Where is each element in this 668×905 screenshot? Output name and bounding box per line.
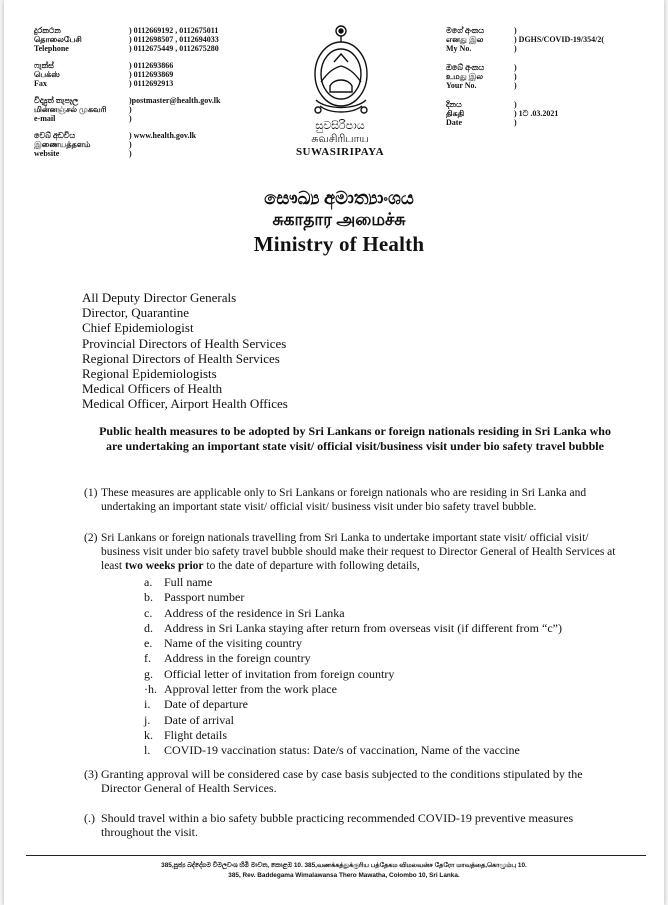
ministry-tamil: சுகாதார அமைச்சு — [272, 210, 406, 229]
ministry-sinhala: සෞඛ්‍ය අමාත්‍යාංශය — [264, 188, 414, 208]
paragraph-number: (2) — [84, 532, 98, 544]
ref-my-no — [446, 26, 604, 53]
contact-label: දුරකථන — [34, 26, 61, 35]
ref-label: දිනය — [446, 100, 462, 109]
contact-label: website — [34, 149, 60, 158]
contact-value: ) 0112693866 — [129, 61, 174, 70]
footer-address-local: 385,පූජ්‍ය බද්දේගම විමලවංශ හිමි මාවත, කොළඹ 10. 385,வணக்கத்துக்குரிய பத்தேகம விமலவன்ச தேரோ மாவத்தை,கொழும்பு 10. — [161, 862, 527, 869]
ref-value: ) — [514, 63, 517, 72]
suwasiripaya-block — [270, 120, 410, 159]
footer-divider — [26, 855, 646, 856]
contact-label: Fax — [34, 79, 47, 88]
contact-label: වෙබ් අඩවිය — [34, 131, 76, 140]
contact-value: ) — [129, 105, 132, 114]
ref-label: My No. — [446, 44, 472, 53]
contact-label: மின்னஞ்சல் முகவரி — [34, 105, 107, 114]
paragraph-2 — [84, 531, 629, 573]
paragraph-3 — [84, 767, 624, 795]
contact-value: ) — [129, 140, 132, 149]
ministry-heading — [184, 186, 494, 258]
contact-value: ) 0112692913 — [129, 79, 174, 88]
ref-value: ) — [514, 26, 517, 35]
paragraph-bold-text: two weeks prior — [124, 560, 204, 572]
list-item: ·h. Approval letter from the work place — [144, 682, 337, 697]
contact-label: இணையத்தளம் — [34, 140, 91, 149]
recipient: All Deputy Director Generals — [82, 290, 237, 305]
list-item: c. Address of the residence in Sri Lanka — [144, 605, 345, 620]
list-item: j. Date of arrival — [144, 712, 234, 727]
ref-value: ) — [514, 81, 517, 90]
emblem-sinhala: සුවසිරිපාය — [315, 120, 365, 132]
paragraph-text: Should travel within a bio safety bubble practicing recommended COVID-19 preventive measures throughout the visit. — [101, 811, 574, 839]
contact-label: Telephone — [34, 44, 69, 53]
contact-website — [34, 131, 220, 158]
contact-fax — [34, 61, 220, 88]
recipient-list — [82, 290, 288, 412]
recipient: Chief Epidemiologist — [82, 320, 194, 336]
recipient: Medical Officers of Health — [82, 381, 223, 397]
ref-date — [446, 100, 604, 127]
ref-value: ) — [514, 100, 517, 109]
contact-label: தொலைபேசி — [34, 35, 82, 44]
paragraph-number: (.) — [84, 811, 95, 825]
list-item: d. Address in Sri Lanka staying after return from overseas visit (if different from “c”) — [144, 620, 562, 635]
footer-address-english: 385, Rev. Baddegama Wimalawansa Thero Mawatha, Colombo 10, Sri Lanka. — [228, 872, 460, 879]
list-item: a. Full name — [144, 575, 213, 589]
paragraph-text: These measures are applicable only to Sri Lankans or foreign nationals who are residing in Sri Lanka and undertaking an important state visit/ official visit/ business visit under bio safety travel bubble. — [101, 487, 587, 513]
paragraph-4 — [84, 811, 624, 839]
ref-label: உமது இல — [446, 72, 484, 81]
footer-address — [94, 861, 594, 881]
contact-telephone — [34, 26, 220, 53]
ref-your-no — [446, 63, 604, 90]
list-item: g. Official letter of invitation from foreign country — [144, 666, 395, 681]
ref-value: ) — [514, 118, 517, 127]
letter-page — [4, 0, 664, 905]
contact-value: ) 0112693869 — [129, 70, 174, 79]
details-list — [144, 575, 562, 759]
reference-details — [446, 26, 604, 137]
list-item: f. Address in the foreign country — [144, 651, 311, 666]
ref-label: எனது இல — [446, 35, 484, 44]
paragraph-1 — [84, 486, 624, 514]
list-item: b. Passport number — [144, 590, 245, 605]
ref-label: ඔබේ අංකය — [446, 63, 485, 72]
contact-value: ) 0112675449 , 0112675280 — [129, 44, 219, 53]
contact-label: ෆැක්ස් — [34, 61, 54, 70]
contact-value: ) 0112698507 , 0112694033 — [129, 35, 219, 44]
ref-label: Your No. — [446, 81, 477, 90]
ref-label: திகதி — [446, 109, 465, 118]
recipient: Provincial Directors of Health Services — [82, 335, 287, 351]
ministry-english: Ministry of Health — [253, 232, 425, 256]
contact-value: )postmaster@health.gov.lk — [129, 96, 221, 105]
paragraph-text-part: to the date of departure with following details, — [203, 560, 420, 572]
paragraph-text: Granting approval will be considered case by case basis subjected to the conditions stipulated by the Director General of Health Services. — [101, 767, 583, 795]
list-item: k. Flight details — [144, 727, 227, 742]
paragraph-text-part: Sri Lankans or foreign nationals travelling from Sri Lanka to undertake important state visit/ official visit/ business visit under bio safety travel bubble should make their request to Director General of Health Services at least — [101, 532, 616, 572]
letter-title: Public health measures to be adopted by Sri Lankans or foreign nationals residing in Sri Lanka who are undertaking an important state visit/ official visit/business visit under bio safety travel bubble — [99, 424, 611, 453]
recipient: Director, Quarantine — [82, 305, 190, 321]
ref-value: ) 1ට .03.2021 — [514, 109, 559, 118]
contact-value: ) 0112669192 , 0112675011 — [129, 26, 219, 35]
ref-value: ) — [514, 72, 517, 81]
list-item: e. Name of the visiting country — [144, 636, 302, 651]
contact-label: பெக்ஸ் — [34, 70, 60, 79]
ref-label: මගේ අංකය — [446, 26, 485, 35]
ref-label: Date — [446, 118, 462, 127]
paragraph-text — [101, 531, 629, 573]
emblem-tamil: சுவசிரிபாய — [311, 133, 369, 145]
list-item: l. COVID-19 vaccination status: Date/s of vaccination, Name of the vaccine — [144, 743, 520, 758]
contact-value: ) — [129, 114, 132, 123]
contact-label: විද්‍යුත් තැපෑල — [34, 96, 79, 105]
contact-details — [34, 26, 220, 166]
contact-value: ) — [129, 149, 132, 158]
contact-label: e-mail — [34, 114, 56, 123]
list-item: i. Date of departure — [144, 697, 248, 712]
paragraph-number: (1) — [84, 487, 98, 499]
sri-lanka-emblem-icon — [306, 22, 376, 122]
contact-email — [34, 96, 220, 123]
emblem-english: SUWASIRIPAYA — [295, 146, 385, 158]
recipient: Regional Epidemiologists — [82, 366, 217, 382]
ref-value: ) DGHS/COVID-19/354/2( — [514, 35, 604, 44]
ref-value: ) — [514, 44, 517, 53]
recipient: Regional Directors of Health Services — [82, 350, 280, 366]
recipient: Medical Officer, Airport Health Offices — [82, 396, 288, 412]
paragraph-number: (3) — [84, 767, 98, 781]
contact-value: ) www.health.gov.lk — [129, 131, 197, 140]
